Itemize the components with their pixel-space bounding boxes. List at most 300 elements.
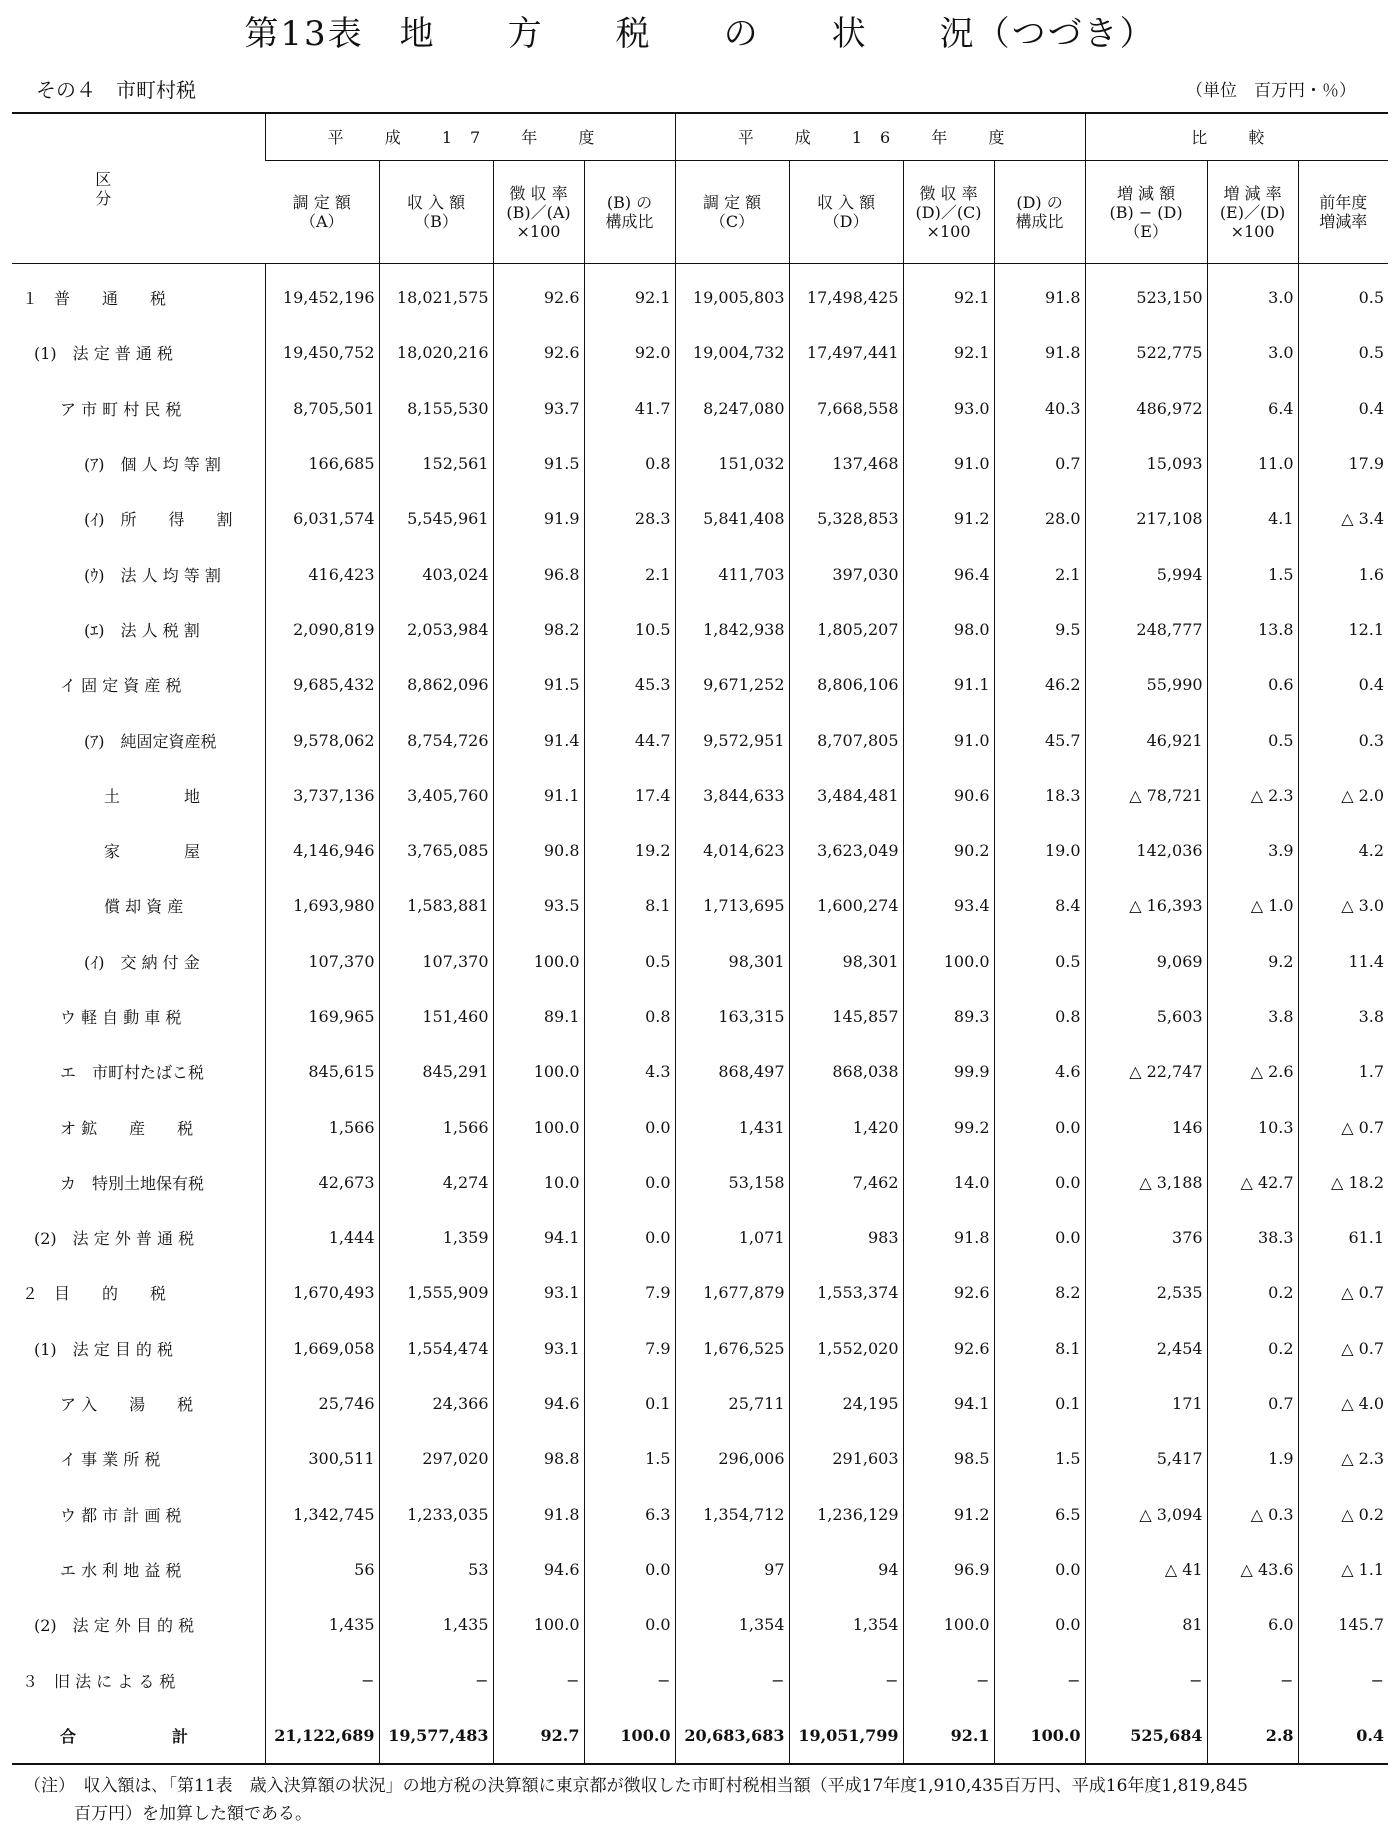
table-cell: △ 22,747 [1085, 1044, 1207, 1099]
table-cell: 0.0 [584, 1099, 675, 1154]
table-cell: 0.4 [1298, 1708, 1388, 1764]
table-cell: 1,359 [379, 1210, 493, 1265]
table-row [12, 1044, 1388, 1099]
column-header-line: (E)／(D) [1219, 202, 1286, 222]
column-header [675, 161, 789, 264]
table-cell: 90.2 [903, 823, 994, 878]
table-cell: 3.0 [1207, 325, 1298, 380]
table-cell: 2.1 [994, 546, 1085, 601]
table-cell: 0.8 [994, 989, 1085, 1044]
table-cell: 1,713,695 [675, 878, 789, 933]
table-cell: △ 1.0 [1207, 878, 1298, 933]
table-cell: 8,862,096 [379, 657, 493, 712]
table-cell: 2,053,984 [379, 602, 493, 657]
table-cell: 142,036 [1085, 823, 1207, 878]
table-row [12, 1542, 1388, 1597]
table-row [12, 1321, 1388, 1376]
row-label: イ 固 定 資 産 税 [60, 676, 182, 696]
table-cell: 91.8 [903, 1210, 994, 1265]
table-cell: 0.8 [584, 989, 675, 1044]
table-row [12, 325, 1388, 380]
column-header [1298, 161, 1388, 264]
table-cell: 145.7 [1298, 1597, 1388, 1652]
table-cell: 6.3 [584, 1487, 675, 1542]
table-cell: 7.9 [584, 1265, 675, 1320]
row-label: (ｱ) 個 人 均 等 割 [84, 455, 221, 475]
table-cell: 11.0 [1207, 436, 1298, 491]
table-cell: 1,676,525 [675, 1321, 789, 1376]
table-cell: 0.5 [1298, 264, 1388, 326]
table-cell: 1.7 [1298, 1044, 1388, 1099]
table-cell: 8,247,080 [675, 381, 789, 436]
table-row [12, 989, 1388, 1044]
table-cell: 5,417 [1085, 1431, 1207, 1486]
table-cell: 93.1 [493, 1265, 584, 1320]
table-cell: 0.4 [1298, 381, 1388, 436]
table-cell: 6,031,574 [265, 491, 379, 546]
footnote-line1: （注） 収入額は､「第11表 歳入決算額の状況」の地方税の決算額に東京都が徴収した市町村税相当額（平成17年度1,910,435百万円、平成16年度1,819,845 [24, 1776, 1248, 1796]
table-cell: − [903, 1652, 994, 1707]
table-cell: 0.0 [994, 1099, 1085, 1154]
table-cell: 8.4 [994, 878, 1085, 933]
column-header-line: 収 入 額 [816, 193, 876, 212]
table-cell: 297,020 [379, 1431, 493, 1486]
table-cell: △ 43.6 [1207, 1542, 1298, 1597]
column-header-line: ×100 [516, 221, 561, 241]
column-header-line: 構成比 [1015, 212, 1064, 231]
table-cell: 486,972 [1085, 381, 1207, 436]
table-cell: 525,684 [1085, 1708, 1207, 1764]
table-cell: 9,069 [1085, 934, 1207, 989]
table-cell: 44.7 [584, 712, 675, 767]
column-header-line: 調 定 額 [702, 193, 762, 212]
table-cell: 4.1 [1207, 491, 1298, 546]
table-cell: 99.2 [903, 1099, 994, 1154]
table-cell: 291,603 [789, 1431, 903, 1486]
row-label: (1) 法 定 普 通 税 [34, 344, 174, 364]
table-row [12, 712, 1388, 767]
table-cell: 416,423 [265, 546, 379, 601]
table-cell: 2,535 [1085, 1265, 1207, 1320]
table-cell: 1,444 [265, 1210, 379, 1265]
table-cell: 4.2 [1298, 823, 1388, 878]
table-row [12, 1652, 1388, 1707]
table-cell: 397,030 [789, 546, 903, 601]
table-row [12, 1155, 1388, 1210]
table-cell: 3,737,136 [265, 768, 379, 823]
column-header-line: (B)／(A) [506, 202, 571, 222]
table-cell: 171 [1085, 1376, 1207, 1431]
table-cell: 18,020,216 [379, 325, 493, 380]
table-cell: 9,685,432 [265, 657, 379, 712]
row-label: ア 入 湯 税 [60, 1395, 194, 1415]
column-header-line: (B) の [606, 193, 653, 212]
table-cell: 1,420 [789, 1099, 903, 1154]
table-cell: 17,497,441 [789, 325, 903, 380]
table-cell: 1.9 [1207, 1431, 1298, 1486]
table-cell: 3.8 [1207, 989, 1298, 1044]
table-cell: 19,577,483 [379, 1708, 493, 1764]
tax-table [12, 112, 1388, 1765]
column-header-line: ×100 [926, 221, 971, 241]
table-cell: △ 3,094 [1085, 1487, 1207, 1542]
table-cell: 1,342,745 [265, 1487, 379, 1542]
table-cell: 163,315 [675, 989, 789, 1044]
table-row [12, 491, 1388, 546]
column-header-line: (D)／(C) [915, 202, 982, 222]
row-label: エ 水 利 地 益 税 [60, 1560, 182, 1580]
table-cell: 97 [675, 1542, 789, 1597]
table-cell: 1.5 [584, 1431, 675, 1486]
column-header-line: 前年度 [1319, 193, 1368, 212]
table-cell: − [1207, 1652, 1298, 1707]
row-label: (ｴ) 法 人 税 割 [84, 620, 200, 640]
table-cell: △ 78,721 [1085, 768, 1207, 823]
table-cell: △ 3.4 [1298, 491, 1388, 546]
row-label: (2) 法 定 外 目 的 税 [34, 1616, 195, 1636]
table-cell: 99.9 [903, 1044, 994, 1099]
table-cell: 1,555,909 [379, 1265, 493, 1320]
table-cell: △ 3,188 [1085, 1155, 1207, 1210]
table-cell: △ 42.7 [1207, 1155, 1298, 1210]
column-header-line: 調 定 額 [292, 193, 351, 212]
table-cell: 5,994 [1085, 546, 1207, 601]
table-cell: 0.3 [1298, 712, 1388, 767]
table-row [12, 546, 1388, 601]
table-cell: 8.1 [584, 878, 675, 933]
table-cell: 8.2 [994, 1265, 1085, 1320]
table-cell: 7.9 [584, 1321, 675, 1376]
table-cell: △ 2.3 [1207, 768, 1298, 823]
table-cell: 20,683,683 [675, 1708, 789, 1764]
table-cell: 3,765,085 [379, 823, 493, 878]
column-header-line: （E） [1124, 221, 1168, 241]
table-cell: 1,431 [675, 1099, 789, 1154]
table-cell: 17.4 [584, 768, 675, 823]
table-cell: 0.0 [584, 1542, 675, 1597]
table-cell: 8,754,726 [379, 712, 493, 767]
table-cell: 8,155,530 [379, 381, 493, 436]
table-cell: 2,090,819 [265, 602, 379, 657]
table-cell: 5,841,408 [675, 491, 789, 546]
table-cell: 1,583,881 [379, 878, 493, 933]
table-row [12, 768, 1388, 823]
table-cell: 93.1 [493, 1321, 584, 1376]
table-cell: 91.5 [493, 657, 584, 712]
row-label: (1) 法 定 目 的 税 [34, 1339, 174, 1359]
table-cell: 1,842,938 [675, 602, 789, 657]
table-cell: 90.8 [493, 823, 584, 878]
table-cell: 1.5 [1207, 546, 1298, 601]
table-cell: 12.1 [1298, 602, 1388, 657]
table-row [12, 934, 1388, 989]
table-cell: 1,233,035 [379, 1487, 493, 1542]
table-cell: 1,554,474 [379, 1321, 493, 1376]
table-cell: 91.0 [903, 436, 994, 491]
table-cell: 56 [265, 1542, 379, 1597]
page-title: 第13表 地 方 税 の 状 況（つづき） [244, 14, 1156, 54]
column-header [789, 161, 903, 264]
table-body [12, 264, 1388, 1765]
table-cell: 91.5 [493, 436, 584, 491]
table-cell: 6.4 [1207, 381, 1298, 436]
table-cell: 100.0 [493, 934, 584, 989]
table-cell: 38.3 [1207, 1210, 1298, 1265]
column-header [1207, 161, 1298, 264]
table-cell: △ 0.2 [1298, 1487, 1388, 1542]
table-cell: 145,857 [789, 989, 903, 1044]
table-cell: 0.0 [584, 1210, 675, 1265]
table-cell: 2,454 [1085, 1321, 1207, 1376]
table-cell: 1,566 [379, 1099, 493, 1154]
table-cell: 166,685 [265, 436, 379, 491]
table-cell: 91.8 [994, 325, 1085, 380]
table-cell: 19.2 [584, 823, 675, 878]
column-header [1085, 161, 1207, 264]
column-header-line: 徴 収 率 [509, 183, 568, 203]
table-cell: 91.1 [903, 657, 994, 712]
table-cell: 1,677,879 [675, 1265, 789, 1320]
table-cell: 1,669,058 [265, 1321, 379, 1376]
table-cell: 17.9 [1298, 436, 1388, 491]
table-cell: 4.6 [994, 1044, 1085, 1099]
table-cell: 1,600,274 [789, 878, 903, 933]
table-cell: 376 [1085, 1210, 1207, 1265]
table-cell: 1,071 [675, 1210, 789, 1265]
table-cell: 90.6 [903, 768, 994, 823]
header-h17: 平 成 17 年 度 [265, 113, 675, 161]
table-cell: 8,806,106 [789, 657, 903, 712]
table-cell: 8,705,501 [265, 381, 379, 436]
table-cell: 89.3 [903, 989, 994, 1044]
table-cell: 1,552,020 [789, 1321, 903, 1376]
table-row [12, 823, 1388, 878]
unit-label: （単位 百万円・％） [1186, 81, 1356, 101]
table-cell: 3,405,760 [379, 768, 493, 823]
table-cell: 4,274 [379, 1155, 493, 1210]
table-cell: 91.4 [493, 712, 584, 767]
table-row [12, 657, 1388, 712]
table-cell: 93.0 [903, 381, 994, 436]
table-cell: 3.8 [1298, 989, 1388, 1044]
row-label: (ｳ) 法 人 均 等 割 [84, 565, 221, 585]
table-cell: 10.3 [1207, 1099, 1298, 1154]
table-cell: 1,435 [265, 1597, 379, 1652]
table-cell: 1,693,980 [265, 878, 379, 933]
column-header [493, 161, 584, 264]
table-cell: 53 [379, 1542, 493, 1597]
table-cell: 9,572,951 [675, 712, 789, 767]
row-label: １ 普 通 税 [22, 289, 167, 309]
table-cell: 845,291 [379, 1044, 493, 1099]
table-row [12, 1265, 1388, 1320]
table-cell: 45.7 [994, 712, 1085, 767]
table-cell: 19,005,803 [675, 264, 789, 326]
table-cell: 61.1 [1298, 1210, 1388, 1265]
table-cell: 24,195 [789, 1376, 903, 1431]
row-label: (ｲ) 交 納 付 金 [84, 952, 200, 972]
column-header [265, 161, 379, 264]
row-label: 合 計 [60, 1726, 189, 1746]
row-label: ウ 軽 自 動 車 税 [60, 1008, 182, 1027]
table-cell: 94.6 [493, 1542, 584, 1597]
table-cell: 91.9 [493, 491, 584, 546]
table-cell: 93.7 [493, 381, 584, 436]
table-cell: 4.3 [584, 1044, 675, 1099]
table-cell: 1,553,374 [789, 1265, 903, 1320]
column-header-line: （B） [414, 212, 458, 231]
table-cell: 3.0 [1207, 264, 1298, 326]
table-cell: 98,301 [675, 934, 789, 989]
table-cell: 14.0 [903, 1155, 994, 1210]
table-cell: − [493, 1652, 584, 1707]
table-cell: 92.1 [903, 264, 994, 326]
row-label: 土 地 [104, 786, 201, 806]
column-header-line: 増 減 率 [1223, 183, 1282, 203]
row-label: (2) 法 定 外 普 通 税 [34, 1229, 195, 1249]
column-header [994, 161, 1085, 264]
table-cell: 0.6 [1207, 657, 1298, 712]
table-cell: 1,354 [789, 1597, 903, 1652]
table-cell: − [1298, 1652, 1388, 1707]
table-cell: 6.5 [994, 1487, 1085, 1542]
table-cell: 4,014,623 [675, 823, 789, 878]
table-cell: 25,746 [265, 1376, 379, 1431]
table-row [12, 1487, 1388, 1542]
table-cell: 0.0 [584, 1597, 675, 1652]
table-cell: 18,021,575 [379, 264, 493, 326]
table-cell: 10.5 [584, 602, 675, 657]
column-header-line: 構成比 [605, 212, 654, 231]
table-cell: 7,668,558 [789, 381, 903, 436]
table-cell: 10.0 [493, 1155, 584, 1210]
table-cell: 98,301 [789, 934, 903, 989]
column-header [584, 161, 675, 264]
table-cell: 13.8 [1207, 602, 1298, 657]
table-cell: 169,965 [265, 989, 379, 1044]
row-label: (ｱ) 純固定資産税 [84, 731, 217, 751]
column-header-line: 徴 収 率 [919, 183, 978, 203]
table-cell: △ 0.7 [1298, 1321, 1388, 1376]
table-cell: 146 [1085, 1099, 1207, 1154]
table-cell: 0.1 [584, 1376, 675, 1431]
table-cell: 1,354,712 [675, 1487, 789, 1542]
table-cell: 0.0 [994, 1210, 1085, 1265]
table-row [12, 1210, 1388, 1265]
table-cell: 92.6 [903, 1265, 994, 1320]
header-kubun: 区 分 [95, 169, 268, 208]
table-cell: 151,032 [675, 436, 789, 491]
table-cell: 45.3 [584, 657, 675, 712]
subtitle: その４ 市町村税 [36, 78, 196, 102]
table-cell: 0.8 [584, 436, 675, 491]
table-row [12, 1431, 1388, 1486]
table-cell: − [265, 1652, 379, 1707]
row-label: カ 特別土地保有税 [60, 1173, 205, 1193]
column-header-line: （D） [823, 212, 869, 231]
table-cell: − [584, 1652, 675, 1707]
table-cell: △ 2.0 [1298, 768, 1388, 823]
table-cell: 0.1 [994, 1376, 1085, 1431]
table-cell: 868,038 [789, 1044, 903, 1099]
table-cell: 9,671,252 [675, 657, 789, 712]
table-cell: △ 1.1 [1298, 1542, 1388, 1597]
table-cell: 46,921 [1085, 712, 1207, 767]
table-cell: 3,484,481 [789, 768, 903, 823]
table-cell: 296,006 [675, 1431, 789, 1486]
footnote [24, 1772, 1384, 1828]
row-label: 償 却 資 産 [104, 897, 184, 917]
table-cell: △ 0.3 [1207, 1487, 1298, 1542]
table-cell: △ 2.6 [1207, 1044, 1298, 1099]
table-cell: 3.9 [1207, 823, 1298, 878]
table-cell: 100.0 [994, 1708, 1085, 1764]
table-cell: 96.4 [903, 546, 994, 601]
table-header [12, 113, 1388, 264]
table-cell: 55,990 [1085, 657, 1207, 712]
table-cell: 92.7 [493, 1708, 584, 1764]
table-cell: 1,435 [379, 1597, 493, 1652]
table-cell: △ 0.7 [1298, 1099, 1388, 1154]
table-cell: 91.1 [493, 768, 584, 823]
table-cell: − [994, 1652, 1085, 1707]
table-row [12, 878, 1388, 933]
table-cell: 9.2 [1207, 934, 1298, 989]
table-cell: 2.8 [1207, 1708, 1298, 1764]
table-cell: 137,468 [789, 436, 903, 491]
row-label: ア 市 町 村 民 税 [60, 399, 182, 419]
table-cell: 100.0 [493, 1099, 584, 1154]
column-header-line: 収 入 額 [406, 193, 466, 212]
table-cell: 0.0 [584, 1155, 675, 1210]
column-header-line: （C） [709, 212, 755, 231]
table-cell: 19,004,732 [675, 325, 789, 380]
row-label: ３ 旧 法 に よ る 税 [22, 1671, 176, 1691]
row-label: イ 事 業 所 税 [60, 1450, 161, 1470]
table-row [12, 381, 1388, 436]
table-cell: 2.1 [584, 546, 675, 601]
table-cell: − [789, 1652, 903, 1707]
table-cell: 92.1 [903, 1708, 994, 1764]
table-cell: 11.4 [1298, 934, 1388, 989]
table-cell: 92.1 [903, 325, 994, 380]
table-cell: 1,805,207 [789, 602, 903, 657]
table-cell: 91.0 [903, 712, 994, 767]
table-cell: 96.8 [493, 546, 584, 601]
table-cell: 19,051,799 [789, 1708, 903, 1764]
table-cell: 983 [789, 1210, 903, 1265]
table-cell: 1,566 [265, 1099, 379, 1154]
table-cell: 91.8 [994, 264, 1085, 326]
table-cell: 92.6 [493, 264, 584, 326]
table-cell: 9,578,062 [265, 712, 379, 767]
table-cell: 1.6 [1298, 546, 1388, 601]
footnote-line2: 百万円）を加算した額である。 [74, 1804, 312, 1824]
table-cell: 92.6 [903, 1321, 994, 1376]
table-cell: 92.1 [584, 264, 675, 326]
table-cell: 217,108 [1085, 491, 1207, 546]
table-cell: 1,354 [675, 1597, 789, 1652]
table-cell: 98.0 [903, 602, 994, 657]
table-row [12, 1099, 1388, 1154]
table-cell: 107,370 [265, 934, 379, 989]
table-row [12, 1376, 1388, 1431]
table-cell: 7,462 [789, 1155, 903, 1210]
column-header-line: 増 減 額 [1116, 183, 1176, 203]
table-cell: 98.5 [903, 1431, 994, 1486]
table-cell: 1,670,493 [265, 1265, 379, 1320]
column-header-line: 増減率 [1319, 212, 1368, 231]
